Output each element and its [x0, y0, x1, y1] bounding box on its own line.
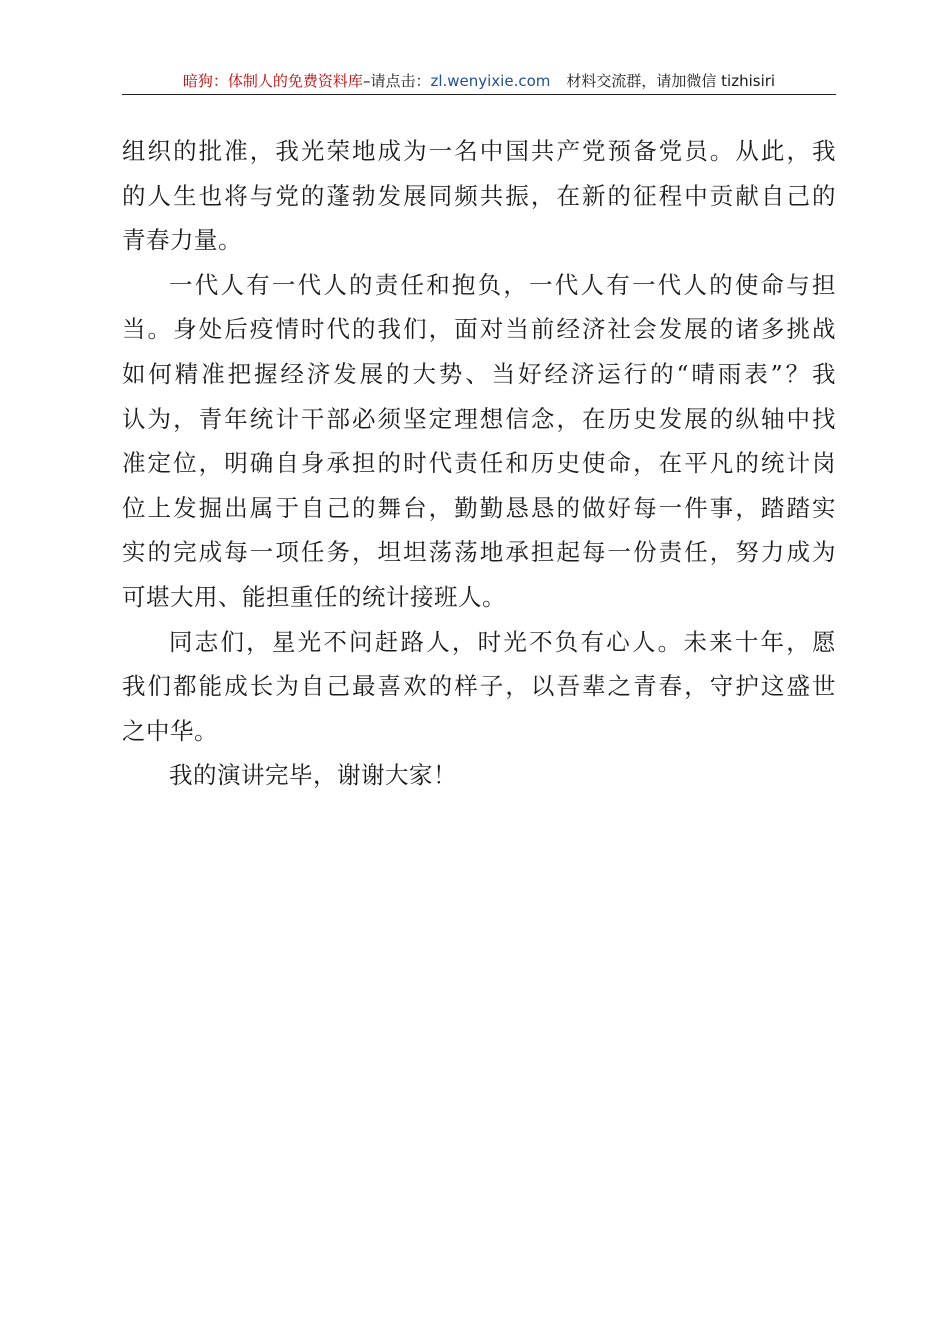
paragraph [122, 263, 836, 620]
paragraph-line: 实的完成每一项任务，坦坦荡荡地承担起每一份责任，努力成为 [122, 538, 836, 567]
paragraph-line: 当。身处后疫情时代的我们，面对当前经济社会发展的诸多挑战 [122, 315, 836, 344]
header-site-link[interactable]: zl.wenyixie.com [430, 72, 551, 90]
paragraph [122, 753, 836, 798]
paragraph-line: 位上发掘出属于自己的舞台，勤勤恳恳的做好每一件事，踏踏实 [122, 493, 836, 522]
paragraph [122, 620, 836, 754]
paragraph-line: 如何精准把握经济发展的大势、当好经济运行的“晴雨表”？我 [122, 359, 836, 388]
paragraph-line: 一代人有一代人的责任和抱负，一代人有一代人的使命与担 [169, 270, 836, 299]
document-body [122, 129, 836, 798]
paragraph-line: 认为，青年统计干部必须坚定理想信念，在历史发展的纵轴中找 [122, 404, 836, 433]
header-wechat-note: 材料交流群，请加微信 tizhisiri [566, 72, 776, 90]
paragraph-line: 准定位，明确自身承担的时代责任和历史使命，在平凡的统计岗 [122, 449, 836, 478]
paragraph-line: 我的演讲完毕，谢谢大家！ [169, 761, 457, 790]
paragraph-line: 同志们，星光不问赶路人，时光不负有心人。未来十年，愿 [169, 627, 836, 656]
paragraph-line: 可堪大用、能担重任的统计接班人。 [122, 582, 506, 611]
paragraph [122, 129, 836, 263]
page-header [122, 70, 836, 95]
header-brand: 暗狗：体制人的免费资料库 [182, 72, 363, 90]
paragraph-line: 我们都能成长为自己最喜欢的样子，以吾辈之青春，守护这盛世 [122, 672, 836, 701]
paragraph-line: 青春力量。 [122, 226, 242, 255]
header-click-prompt: –请点击： [362, 72, 431, 90]
paragraph-line: 组织的批准，我光荣地成为一名中国共产党预备党员。从此，我 [122, 137, 836, 165]
paragraph-line: 的人生也将与党的蓬勃发展同频共振，在新的征程中贡献自己的 [122, 181, 836, 210]
paragraph-line: 之中华。 [122, 716, 218, 745]
